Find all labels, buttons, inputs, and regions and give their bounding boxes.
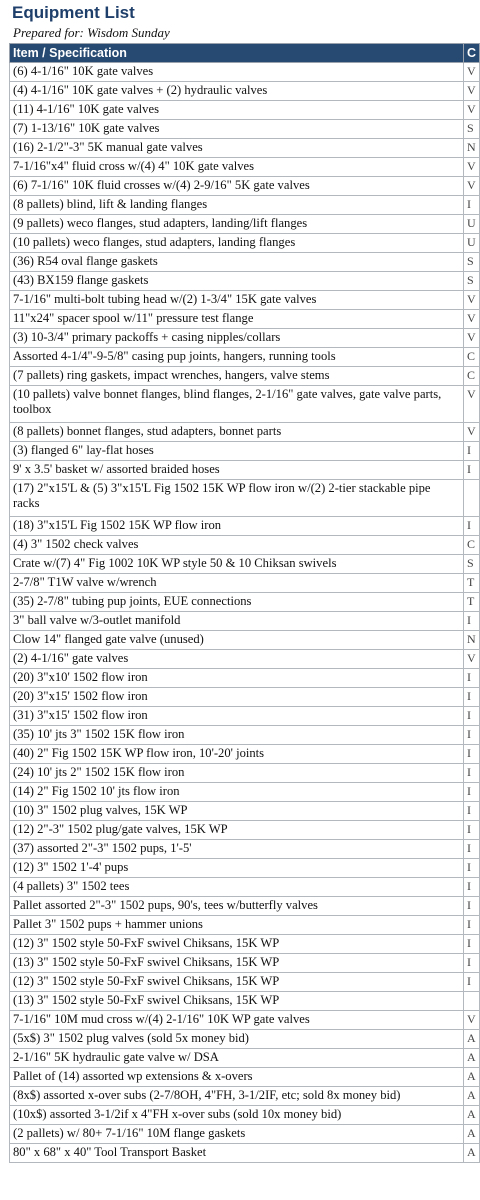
item-cell: (35) 2-7/8" tubing pup joints, EUE connections (10, 592, 464, 611)
item-cell: (10 pallets) weco flanges, stud adapters, landing flanges (10, 233, 464, 252)
item-cell: 3" ball valve w/3-outlet manifold (10, 611, 464, 630)
item-cell: (36) R54 oval flange gaskets (10, 252, 464, 271)
second-column-cell: A (464, 1029, 480, 1048)
second-column-cell: A (464, 1067, 480, 1086)
table-row (10, 157, 480, 176)
table-row (10, 953, 480, 972)
table-row (10, 233, 480, 252)
second-column-cell: V (464, 157, 480, 176)
table-row (10, 347, 480, 366)
item-cell: (24) 10' jts 2" 1502 15K flow iron (10, 763, 464, 782)
table-row (10, 1086, 480, 1105)
second-column-cell: I (464, 706, 480, 725)
second-column-cell: I (464, 972, 480, 991)
second-column-cell: C (464, 366, 480, 385)
item-cell: (6) 7-1/16" 10K fluid crosses w/(4) 2-9/16" 5K gate valves (10, 176, 464, 195)
item-cell: (8 pallets) blind, lift & landing flanges (10, 195, 464, 214)
table-row (10, 1067, 480, 1086)
item-cell: (7 pallets) ring gaskets, impact wrenches, hangers, valve stems (10, 366, 464, 385)
item-cell: Pallet of (14) assorted wp extensions & x-overs (10, 1067, 464, 1086)
item-cell: (35) 10' jts 3" 1502 15K flow iron (10, 725, 464, 744)
item-cell: (40) 2" Fig 1502 15K WP flow iron, 10'-20' joints (10, 744, 464, 763)
table-row (10, 1143, 480, 1162)
second-column-cell: A (464, 1105, 480, 1124)
item-cell: 11"x24" spacer spool w/11" pressure test flange (10, 309, 464, 328)
table-row (10, 176, 480, 195)
item-cell: 9' x 3.5' basket w/ assorted braided hoses (10, 460, 464, 479)
second-column-cell: V (464, 290, 480, 309)
second-column-cell: I (464, 668, 480, 687)
item-cell: 7-1/16" 10M mud cross w/(4) 2-1/16" 10K WP gate valves (10, 1010, 464, 1029)
table-row (10, 100, 480, 119)
second-column-cell: I (464, 782, 480, 801)
item-cell: (2) 4-1/16" gate valves (10, 649, 464, 668)
table-row (10, 763, 480, 782)
item-cell: 2-1/16" 5K hydraulic gate valve w/ DSA (10, 1048, 464, 1067)
item-cell: (16) 2-1/2"-3" 5K manual gate valves (10, 138, 464, 157)
table-row (10, 1010, 480, 1029)
second-column-cell: V (464, 62, 480, 81)
second-column-cell: U (464, 214, 480, 233)
item-cell: Pallet assorted 2"-3" 1502 pups, 90's, tees w/butterfly valves (10, 896, 464, 915)
table-row (10, 214, 480, 233)
item-cell: (12) 3" 1502 style 50-FxF swivel Chiksans, 15K WP (10, 972, 464, 991)
second-column-cell: V (464, 176, 480, 195)
table-row (10, 915, 480, 934)
second-column-cell: I (464, 877, 480, 896)
table-row (10, 687, 480, 706)
second-column-cell: T (464, 592, 480, 611)
table-row (10, 611, 480, 630)
table-row (10, 309, 480, 328)
second-column-cell: V (464, 1010, 480, 1029)
table-header-row (10, 44, 480, 63)
second-column-cell: V (464, 422, 480, 441)
item-cell: (12) 3" 1502 1'-4' pups (10, 858, 464, 877)
table-row (10, 328, 480, 347)
table-row (10, 62, 480, 81)
table-row (10, 1124, 480, 1143)
item-cell: (37) assorted 2"-3" 1502 pups, 1'-5' (10, 839, 464, 858)
table-row (10, 1105, 480, 1124)
second-column-cell: I (464, 896, 480, 915)
table-row (10, 649, 480, 668)
item-cell: (13) 3" 1502 style 50-FxF swivel Chiksans, 15K WP (10, 953, 464, 972)
item-cell: (10) 3" 1502 plug valves, 15K WP (10, 801, 464, 820)
item-cell: (14) 2" Fig 1502 10' jts flow iron (10, 782, 464, 801)
table-row (10, 858, 480, 877)
item-cell: Assorted 4-1/4"-9-5/8" casing pup joints, hangers, running tools (10, 347, 464, 366)
table-row (10, 744, 480, 763)
second-column-cell: C (464, 535, 480, 554)
table-row (10, 801, 480, 820)
item-cell: Pallet 3" 1502 pups + hammer unions (10, 915, 464, 934)
table-row (10, 138, 480, 157)
table-row (10, 782, 480, 801)
item-cell: (13) 3" 1502 style 50-FxF swivel Chiksans, 15K WP (10, 991, 464, 1010)
second-column-cell: V (464, 100, 480, 119)
item-cell: (18) 3"x15'L Fig 1502 15K WP flow iron (10, 516, 464, 535)
second-column-cell: T (464, 573, 480, 592)
table-row (10, 422, 480, 441)
second-column-cell: S (464, 554, 480, 573)
second-column-cell (464, 991, 480, 1010)
table-row (10, 1029, 480, 1048)
table-row (10, 252, 480, 271)
table-row (10, 516, 480, 535)
second-column-cell: N (464, 138, 480, 157)
table-row (10, 290, 480, 309)
table-row (10, 81, 480, 100)
second-column-cell: I (464, 820, 480, 839)
item-cell: (6) 4-1/16" 10K gate valves (10, 62, 464, 81)
item-cell: (7) 1-13/16" 10K gate valves (10, 119, 464, 138)
table-row (10, 991, 480, 1010)
item-cell: (17) 2"x15'L & (5) 3"x15'L Fig 1502 15K WP flow iron w/(2) 2-tier stackable pipe racks (10, 479, 464, 516)
table-row (10, 271, 480, 290)
table-row (10, 385, 480, 422)
second-column-cell: I (464, 611, 480, 630)
item-cell: (20) 3"x15' 1502 flow iron (10, 687, 464, 706)
item-cell: (11) 4-1/16" 10K gate valves (10, 100, 464, 119)
second-column-cell: I (464, 195, 480, 214)
second-column-cell: I (464, 725, 480, 744)
table-row (10, 535, 480, 554)
second-column-cell: A (464, 1143, 480, 1162)
second-column-cell: V (464, 385, 480, 422)
item-cell: 7-1/16"x4" fluid cross w/(4) 4" 10K gate valves (10, 157, 464, 176)
table-row (10, 573, 480, 592)
second-column-cell: I (464, 801, 480, 820)
page-title: Equipment List (12, 3, 135, 22)
second-column-cell: C (464, 347, 480, 366)
second-column-cell: V (464, 309, 480, 328)
item-cell: (3) flanged 6" lay-flat hoses (10, 441, 464, 460)
item-cell: (10 pallets) valve bonnet flanges, blind flanges, 2-1/16" gate valves, gate valve parts, toolbox (10, 385, 464, 422)
second-column-cell: N (464, 630, 480, 649)
item-cell: (2 pallets) w/ 80+ 7-1/16" 10M flange gaskets (10, 1124, 464, 1143)
item-cell: (8 pallets) bonnet flanges, stud adapters, bonnet parts (10, 422, 464, 441)
prepared-for-subtitle: Prepared for: Wisdom Sunday (13, 25, 170, 40)
item-cell: 7-1/16" multi-bolt tubing head w/(2) 1-3/4" 15K gate valves (10, 290, 464, 309)
second-column-cell (464, 479, 480, 516)
item-cell: (12) 3" 1502 style 50-FxF swivel Chiksans, 15K WP (10, 934, 464, 953)
item-cell: (3) 10-3/4" primary packoffs + casing nipples/collars (10, 328, 464, 347)
table-row (10, 460, 480, 479)
table-row (10, 1048, 480, 1067)
table-row (10, 441, 480, 460)
item-cell: Crate w/(7) 4" Fig 1002 10K WP style 50 & 10 Chiksan swivels (10, 554, 464, 573)
table-row (10, 877, 480, 896)
second-column-cell: A (464, 1048, 480, 1067)
second-column-cell: U (464, 233, 480, 252)
second-column-cell: I (464, 915, 480, 934)
item-cell: (4) 4-1/16" 10K gate valves + (2) hydraulic valves (10, 81, 464, 100)
column-header-item: Item / Specification (10, 44, 464, 63)
item-cell: 80" x 68" x 40" Tool Transport Basket (10, 1143, 464, 1162)
item-cell: Clow 14" flanged gate valve (unused) (10, 630, 464, 649)
item-cell: (4) 3" 1502 check valves (10, 535, 464, 554)
second-column-cell: V (464, 649, 480, 668)
table-row (10, 725, 480, 744)
second-column-cell: S (464, 252, 480, 271)
second-column-cell: I (464, 460, 480, 479)
column-header-second: C (464, 44, 480, 63)
table-body (10, 62, 480, 1162)
second-column-cell: I (464, 953, 480, 972)
second-column-cell: S (464, 119, 480, 138)
item-cell: (4 pallets) 3" 1502 tees (10, 877, 464, 896)
item-cell: (31) 3"x15' 1502 flow iron (10, 706, 464, 725)
equipment-table-container (9, 43, 477, 1163)
table-row (10, 119, 480, 138)
second-column-cell: I (464, 858, 480, 877)
table-row (10, 195, 480, 214)
table-row (10, 706, 480, 725)
second-column-cell: I (464, 744, 480, 763)
item-cell: (9 pallets) weco flanges, stud adapters, landing/lift flanges (10, 214, 464, 233)
item-cell: 2-7/8" T1W valve w/wrench (10, 573, 464, 592)
table-row (10, 554, 480, 573)
second-column-cell: A (464, 1086, 480, 1105)
item-cell: (8x$) assorted x-over subs (2-7/8OH, 4"FH, 3-1/2IF, etc; sold 8x money bid) (10, 1086, 464, 1105)
table-row (10, 668, 480, 687)
second-column-cell: I (464, 763, 480, 782)
second-column-cell: A (464, 1124, 480, 1143)
table-row (10, 896, 480, 915)
second-column-cell: I (464, 687, 480, 706)
second-column-cell: V (464, 328, 480, 347)
second-column-cell: V (464, 81, 480, 100)
item-cell: (5x$) 3" 1502 plug valves (sold 5x money bid) (10, 1029, 464, 1048)
table-row (10, 820, 480, 839)
table-row (10, 592, 480, 611)
equipment-table (9, 43, 480, 1163)
item-cell: (20) 3"x10' 1502 flow iron (10, 668, 464, 687)
table-row (10, 630, 480, 649)
table-row (10, 934, 480, 953)
item-cell: (43) BX159 flange gaskets (10, 271, 464, 290)
second-column-cell: I (464, 441, 480, 460)
item-cell: (12) 2"-3" 1502 plug/gate valves, 15K WP (10, 820, 464, 839)
second-column-cell: I (464, 934, 480, 953)
second-column-cell: I (464, 839, 480, 858)
second-column-cell: S (464, 271, 480, 290)
table-row (10, 366, 480, 385)
table-row (10, 972, 480, 991)
table-row (10, 479, 480, 516)
second-column-cell: I (464, 516, 480, 535)
table-row (10, 839, 480, 858)
item-cell: (10x$) assorted 3-1/2if x 4"FH x-over subs (sold 10x money bid) (10, 1105, 464, 1124)
